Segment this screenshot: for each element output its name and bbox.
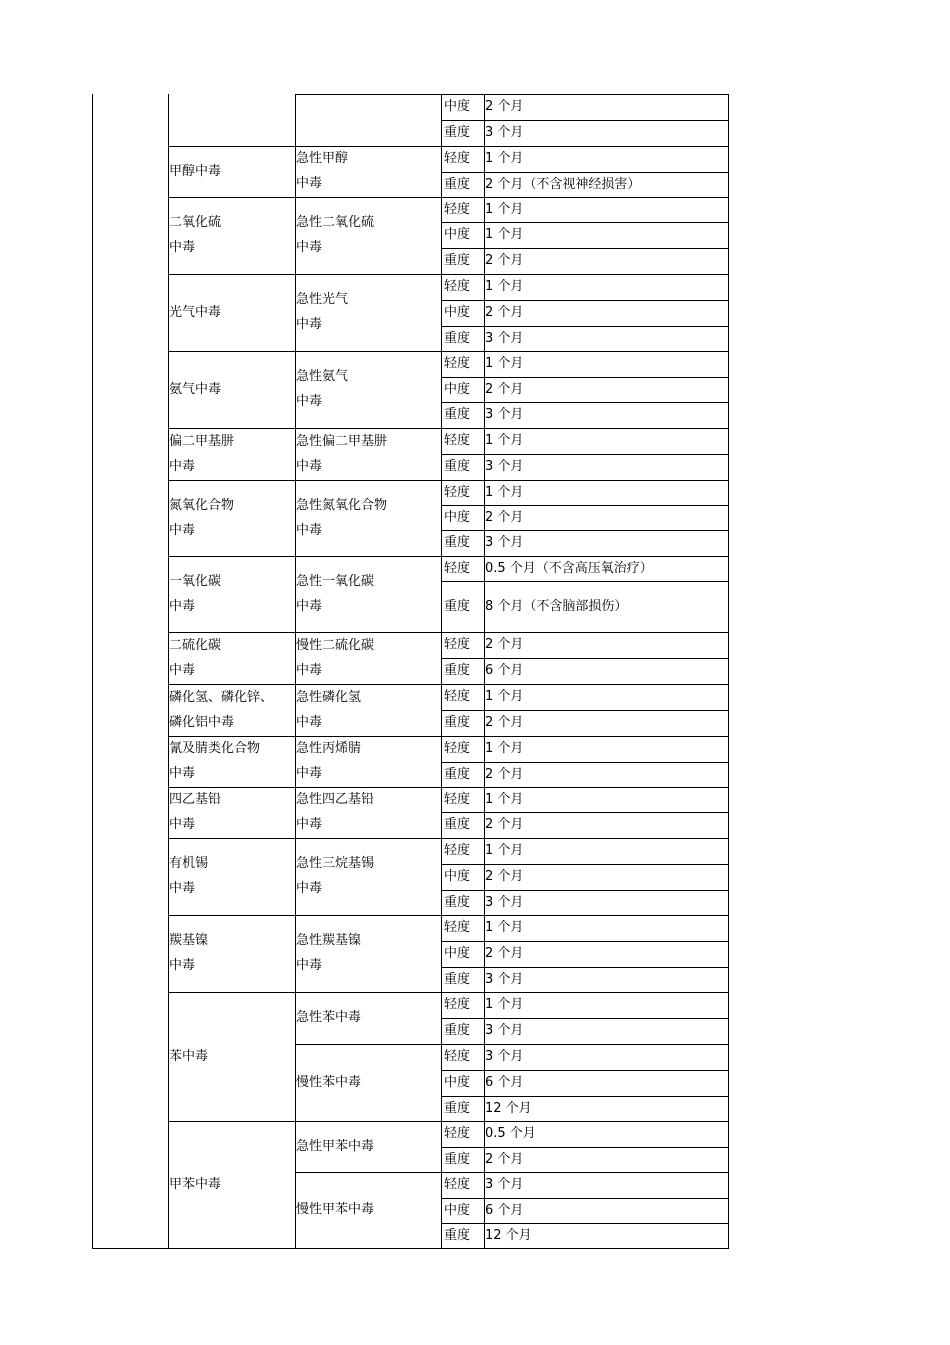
duration-cell: 2 个月（不含视神经损害） (485, 176, 641, 192)
poisoning-type-cell: 急性甲苯中毒 (296, 1138, 375, 1154)
severity-cell: 中度 (444, 99, 471, 114)
duration-cell: 3 个月 (485, 459, 524, 474)
top-border (295, 94, 729, 95)
group-divider (168, 992, 295, 993)
disease-name-cell: 偏二甲基肼 (169, 433, 235, 449)
duration-cell: 2 个月 (485, 253, 524, 268)
poisoning-type-cell: 急性丙烯腈 (296, 741, 362, 756)
row-divider (441, 915, 729, 916)
severity-cell: 重度 (444, 253, 471, 268)
disease-name-cell: 苯中毒 (169, 1048, 209, 1064)
right-border (728, 94, 729, 1249)
row-divider (441, 812, 729, 813)
severity-cell: 中度 (444, 305, 471, 320)
disease-name-cell: 甲醇中毒 (169, 163, 222, 179)
row-divider (441, 1044, 729, 1045)
row-divider (441, 351, 729, 352)
subtype-divider (295, 992, 441, 993)
severity-cell: 轻度 (444, 843, 471, 858)
severity-cell: 轻度 (444, 560, 471, 576)
row-divider (441, 736, 729, 737)
duration-cell: 12 个月 (485, 1100, 532, 1116)
group-divider (168, 787, 295, 788)
row-divider (441, 941, 729, 942)
subtype-divider (295, 146, 441, 147)
group-divider (168, 684, 295, 685)
subtype-divider (295, 480, 441, 481)
severity-cell: 重度 (444, 715, 471, 730)
column-divider (441, 94, 442, 1249)
severity-cell: 轻度 (444, 356, 471, 371)
disease-name-cell: 中毒 (169, 766, 196, 781)
poisoning-type-cell: 中毒 (296, 817, 323, 832)
row-divider (441, 1018, 729, 1019)
severity-cell: 轻度 (444, 484, 471, 500)
poisoning-type-cell: 急性三烷基锡 (296, 856, 375, 871)
disease-name-cell: 中毒 (169, 881, 196, 896)
disease-name-cell: 氮氧化合物 (169, 497, 235, 513)
severity-cell: 重度 (444, 407, 471, 422)
duration-cell: 2 个月 (485, 715, 524, 730)
row-divider (441, 274, 729, 275)
severity-cell: 重度 (444, 598, 471, 614)
poisoning-type-cell: 中毒 (296, 714, 323, 730)
duration-cell: 2 个月 (485, 305, 524, 320)
poisoning-type-cell: 急性羰基镍 (296, 933, 362, 948)
disease-name-cell: 羰基镍 (169, 933, 209, 948)
severity-cell: 中度 (444, 1075, 471, 1090)
subtype-divider (295, 556, 441, 557)
subtype-divider (295, 1248, 441, 1249)
duration-cell: 2 个月 (485, 946, 524, 961)
severity-cell: 重度 (444, 663, 471, 678)
row-divider (441, 505, 729, 506)
duration-cell: 3 个月 (485, 407, 524, 422)
disease-name-cell: 中毒 (169, 598, 196, 614)
disease-name-cell: 二氧化硫 (169, 215, 222, 230)
row-divider (441, 1070, 729, 1071)
duration-cell: 6 个月 (485, 1202, 524, 1218)
duration-cell: 1 个月 (485, 279, 524, 294)
duration-cell: 2 个月 (485, 817, 524, 832)
duration-cell: 1 个月 (485, 741, 524, 756)
disease-name-cell: 中毒 (169, 522, 196, 538)
group-divider (168, 274, 295, 275)
group-divider (168, 556, 295, 557)
duration-cell: 0.5 个月 (485, 1126, 536, 1141)
subtype-divider (295, 787, 441, 788)
subtype-divider (295, 632, 441, 633)
duration-cell: 1 个月 (485, 227, 524, 242)
row-divider (441, 222, 729, 223)
severity-cell: 中度 (444, 381, 471, 397)
disease-name-cell: 光气中毒 (169, 304, 222, 320)
poisoning-type-cell: 中毒 (296, 176, 323, 191)
poisoning-type-cell: 慢性甲苯中毒 (296, 1202, 375, 1217)
group-divider (168, 1121, 295, 1122)
duration-cell: 2 个月 (485, 637, 524, 652)
severity-cell: 中度 (444, 869, 471, 884)
subtype-divider (295, 838, 441, 839)
severity-cell: 轻度 (444, 201, 471, 217)
duration-cell: 2 个月 (485, 509, 524, 525)
disease-name-cell: 一氧化碳 (169, 573, 222, 589)
duration-cell: 2 个月 (485, 99, 524, 114)
subtype-divider (295, 684, 441, 685)
row-divider (441, 120, 729, 121)
severity-cell: 重度 (444, 1227, 471, 1243)
row-divider (441, 1198, 729, 1199)
poisoning-type-cell: 中毒 (296, 766, 323, 781)
duration-cell: 1 个月 (485, 689, 524, 704)
severity-cell: 重度 (444, 817, 471, 832)
subtype-divider (295, 428, 441, 429)
duration-cell: 2 个月 (485, 766, 524, 782)
poisoning-type-cell: 急性苯中毒 (296, 1010, 362, 1025)
row-divider (441, 1172, 729, 1173)
severity-cell: 重度 (444, 1151, 471, 1167)
row-divider (441, 1248, 729, 1249)
poisoning-type-cell: 中毒 (296, 458, 323, 474)
poisoning-type-cell: 中毒 (296, 394, 323, 409)
duration-cell: 3 个月 (485, 894, 524, 910)
severity-cell: 轻度 (444, 637, 471, 652)
duration-cell: 3 个月 (485, 535, 524, 550)
severity-cell: 轻度 (444, 1049, 471, 1064)
severity-cell: 重度 (444, 535, 471, 550)
row-divider (441, 581, 729, 582)
poisoning-type-cell: 中毒 (296, 240, 323, 255)
poisoning-type-cell: 急性甲醇 (296, 151, 349, 166)
severity-cell: 中度 (444, 1202, 471, 1218)
duration-cell: 1 个月 (485, 151, 524, 166)
disease-name-cell: 中毒 (169, 240, 196, 255)
row-divider (441, 428, 729, 429)
severity-cell: 重度 (444, 1100, 471, 1116)
duration-cell: 6 个月 (485, 1075, 524, 1090)
subtype-divider (295, 1172, 441, 1173)
severity-cell: 重度 (444, 766, 471, 782)
row-divider (441, 762, 729, 763)
duration-cell: 6 个月 (485, 663, 524, 678)
duration-cell: 8 个月（不含脑部损伤） (485, 598, 628, 614)
row-divider (441, 300, 729, 301)
duration-cell: 1 个月 (485, 920, 524, 935)
duration-cell: 1 个月 (485, 356, 524, 371)
severity-cell: 重度 (444, 894, 471, 910)
severity-cell: 中度 (444, 227, 471, 242)
disease-name-cell: 中毒 (169, 817, 196, 832)
severity-cell: 轻度 (444, 151, 471, 166)
severity-cell: 轻度 (444, 689, 471, 704)
poisoning-type-cell: 中毒 (296, 662, 323, 678)
subtype-divider (295, 915, 441, 916)
duration-cell: 1 个月 (485, 843, 524, 858)
severity-cell: 重度 (444, 330, 471, 346)
duration-cell: 2 个月 (485, 1151, 524, 1167)
subtype-divider (295, 197, 441, 198)
severity-cell: 轻度 (444, 433, 471, 448)
row-divider (441, 1096, 729, 1097)
disease-name-cell: 中毒 (169, 958, 196, 973)
duration-cell: 3 个月 (485, 330, 524, 346)
row-divider (441, 480, 729, 481)
severity-cell: 轻度 (444, 741, 471, 756)
duration-cell: 2 个月 (485, 869, 524, 884)
group-divider (168, 1248, 295, 1249)
poisoning-type-cell: 中毒 (296, 598, 323, 614)
disease-name-cell: 氰及腈类化合物 (169, 741, 261, 756)
row-divider (441, 197, 729, 198)
duration-cell: 3 个月 (485, 1023, 524, 1038)
row-divider (441, 377, 729, 378)
severity-cell: 轻度 (444, 1177, 471, 1192)
group-divider (168, 146, 295, 147)
group-divider (168, 428, 295, 429)
poisoning-type-cell: 急性二氧化硫 (296, 215, 375, 230)
disease-name-cell: 有机锡 (169, 856, 209, 871)
group-divider (168, 351, 295, 352)
subtype-divider (295, 1121, 441, 1122)
row-divider (441, 248, 729, 249)
disease-name-cell: 中毒 (169, 662, 196, 678)
duration-cell: 12 个月 (485, 1227, 532, 1243)
disease-name-cell: 磷化氢、磷化锌、 (169, 689, 274, 705)
duration-cell: 1 个月 (485, 791, 524, 807)
duration-cell: 3 个月 (485, 1177, 524, 1192)
subtype-divider (295, 351, 441, 352)
poisoning-type-cell: 急性光气 (296, 292, 349, 307)
disease-name-cell: 二硫化碳 (169, 637, 222, 653)
row-divider (441, 402, 729, 403)
row-divider (441, 787, 729, 788)
poisoning-type-cell: 中毒 (296, 522, 323, 538)
row-divider (441, 992, 729, 993)
row-divider (441, 1121, 729, 1122)
group-divider (168, 838, 295, 839)
poisoning-type-cell: 中毒 (296, 958, 323, 973)
row-divider (441, 326, 729, 327)
poisoning-type-cell: 急性氮氧化合物 (296, 497, 388, 513)
poisoning-type-cell: 急性一氧化碳 (296, 573, 375, 589)
row-divider (441, 658, 729, 659)
duration-cell: 3 个月 (485, 971, 524, 987)
severity-cell: 轻度 (444, 997, 471, 1012)
group-divider (168, 632, 295, 633)
row-divider (441, 1223, 729, 1224)
group-divider (168, 197, 295, 198)
row-divider (441, 172, 729, 173)
severity-cell: 中度 (444, 509, 471, 525)
duration-cell: 1 个月 (485, 997, 524, 1012)
poisoning-type-cell: 慢性苯中毒 (296, 1074, 362, 1090)
subtype-divider (295, 274, 441, 275)
row-divider (441, 1147, 729, 1148)
row-divider (441, 632, 729, 633)
duration-cell: 1 个月 (485, 433, 524, 448)
group-divider (168, 480, 295, 481)
disease-name-cell: 四乙基铅 (169, 792, 222, 807)
row-divider (441, 556, 729, 557)
row-divider (441, 530, 729, 531)
severity-cell: 重度 (444, 176, 471, 192)
disease-name-cell: 磷化铝中毒 (169, 714, 235, 730)
poisoning-type-cell: 急性氨气 (296, 369, 349, 384)
row-divider (441, 967, 729, 968)
duration-cell: 2 个月 (485, 381, 524, 397)
poisoning-type-cell: 急性四乙基铅 (296, 792, 375, 807)
severity-cell: 轻度 (444, 279, 471, 294)
poisoning-type-cell: 慢性二硫化碳 (296, 637, 375, 653)
disease-name-cell: 中毒 (169, 458, 196, 474)
severity-cell: 重度 (444, 125, 471, 140)
row-divider (441, 684, 729, 685)
severity-cell: 轻度 (444, 791, 471, 807)
group-divider (168, 736, 295, 737)
severity-cell: 重度 (444, 971, 471, 987)
severity-cell: 轻度 (444, 920, 471, 935)
severity-cell: 中度 (444, 946, 471, 961)
row-divider (441, 890, 729, 891)
row-divider (441, 864, 729, 865)
duration-cell: 1 个月 (485, 484, 524, 500)
poisoning-type-cell: 中毒 (296, 317, 323, 332)
severity-cell: 重度 (444, 1023, 471, 1038)
duration-cell: 1 个月 (485, 201, 524, 217)
duration-cell: 0.5 个月（不含高压氧治疗） (485, 560, 653, 576)
disease-name-cell: 甲苯中毒 (169, 1176, 222, 1192)
subtype-divider (295, 736, 441, 737)
severity-cell: 轻度 (444, 1126, 471, 1141)
row-divider (441, 710, 729, 711)
row-divider (441, 146, 729, 147)
subtype-divider (295, 1044, 441, 1045)
duration-cell: 3 个月 (485, 125, 524, 140)
row-divider (441, 454, 729, 455)
outer-left-border (92, 94, 93, 1249)
disease-name-cell: 氨气中毒 (169, 381, 222, 397)
poisoning-type-cell: 急性偏二甲基肼 (296, 433, 388, 449)
severity-cell: 重度 (444, 459, 471, 474)
group-divider (168, 915, 295, 916)
poisoning-type-cell: 中毒 (296, 881, 323, 896)
poisoning-type-cell: 急性磷化氢 (296, 689, 362, 705)
row-divider (441, 838, 729, 839)
duration-cell: 3 个月 (485, 1049, 524, 1064)
